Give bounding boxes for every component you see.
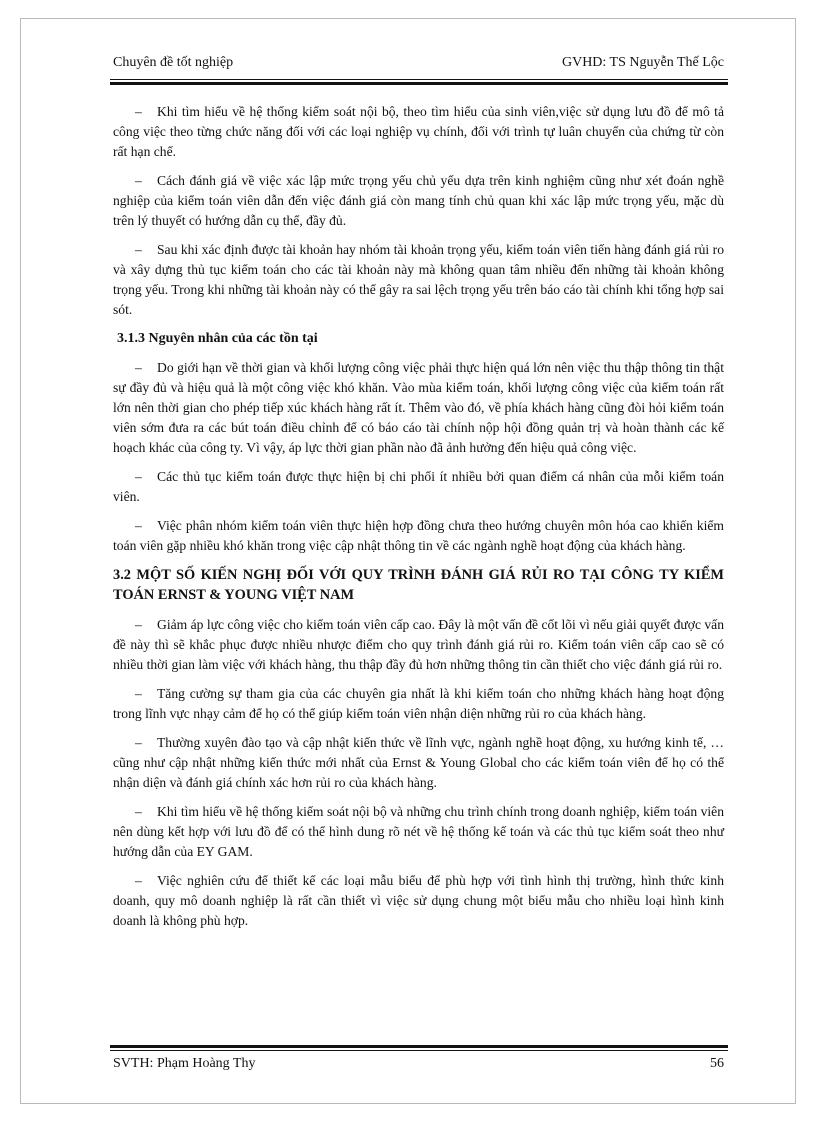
dash-bullet: – (135, 173, 142, 188)
paragraph: – Do giới hạn về thời gian và khối lượng công việc phải thực hiện quá lớn nên việc thu thập thông tin thật sự đầy đủ và hiệu quả là một công việc khó khăn. Vào mùa kiểm toán, khối lượng công việc của kiểm toán rất lớn nên thời gian cho phép tiếp xúc khách hàng rất ít. Thêm vào đó, về phía khách hàng cũng đòi hỏi kiểm toán viên sớm đưa ra các bút toán điều chỉnh để có báo cáo tài chính nộp hội đồng quản trị và hoàn thành các kế hoạch khác của công ty. Vì vậy, áp lực thời gian phần nào đã ảnh hưởng đến hiệu quả công việc. (113, 360, 724, 455)
page-footer (113, 1056, 724, 1078)
header-course-title: Chuyên đề tốt nghiệp (113, 55, 234, 70)
dash-bullet: – (135, 242, 142, 257)
page-number: 56 (710, 1056, 724, 1071)
page-body (113, 102, 724, 940)
paragraph: – Khi tìm hiểu về hệ thống kiểm soát nội bộ và những chu trình chính trong doanh nghiệp, kiểm toán viên nên dùng kết hợp với lưu đồ để có thể hình dung rõ nét về hệ thống kế toán và các thủ tục kiểm soát theo như hướng dẫn của EY GAM. (113, 804, 724, 859)
dash-bullet: – (135, 469, 142, 484)
header-rule-thin (110, 79, 728, 80)
dash-bullet: – (135, 360, 142, 375)
paragraph: – Tăng cường sự tham gia của các chuyên gia nhất là khi kiểm toán cho những khách hàng hoạt động trong lĩnh vực nhạy cảm để họ có thể giúp kiểm toán viên nhận diện những rủi ro của khách hàng. (113, 686, 724, 721)
paragraph: – Thường xuyên đào tạo và cập nhật kiến thức về lĩnh vực, ngành nghề hoạt động, xu hướng kinh tế, … cũng như cập nhật những kiến thức mới nhất của Ernst & Young Global cho các kiểm toán viên để họ có thể nhận diện và đánh giá chính xác hơn rủi ro của khách hàng. (113, 735, 724, 790)
paragraph: – Các thủ tục kiểm toán được thực hiện bị chi phối ít nhiều bởi quan điểm cá nhân của mỗi kiểm toán viên. (113, 469, 724, 504)
dash-bullet: – (135, 735, 142, 750)
dash-bullet: – (135, 686, 142, 701)
subheading-3-1-3: 3.1.3 Nguyên nhân của các tồn tại (117, 331, 318, 346)
paragraph: – Khi tìm hiểu về hệ thống kiểm soát nội bộ, theo tìm hiểu của sinh viên,việc sử dụng lưu đồ để mô tả công việc theo từng chức năng đối với các loại nghiệp vụ chính, đối với trình tự luân chuyển của chứng từ còn rất hạn chế. (113, 104, 724, 159)
dash-bullet: – (135, 518, 142, 533)
dash-bullet: – (135, 873, 142, 888)
paragraph: – Việc nghiên cứu để thiết kế các loại mẫu biểu để phù hợp với tình hình thị trường, hình thức kinh doanh, quy mô doanh nghiệp là rất cần thiết vì việc sử dụng chung một biểu mẫu cho nhiều loại hình kinh doanh là không phù hợp. (113, 873, 724, 928)
dash-bullet: – (135, 104, 142, 119)
header-advisor: GVHD: TS Nguyễn Thế Lộc (561, 55, 724, 70)
paragraph: – Sau khi xác định được tài khoản hay nhóm tài khoản trọng yếu, kiểm toán viên tiến hàng đánh giá rủi ro và xây dựng thủ tục kiểm toán cho các tài khoản này mà không quan tâm nhiều đến những tài khoản không trọng yếu. Trong khi những tài khoản này có thể gây ra sai lệch trọng yếu trên báo cáo tài chính khi tổng hợp sai sót. (113, 242, 724, 317)
footer-rule-thin (110, 1050, 728, 1051)
footer-student: SVTH: Phạm Hoàng Thy (113, 1056, 256, 1071)
dash-bullet: – (135, 804, 142, 819)
paragraph: – Cách đánh giá về việc xác lập mức trọng yếu chủ yếu dựa trên kinh nghiệm cũng như xét đoán nghề nghiệp của kiểm toán viên dẫn đến việc đánh giá còn mang tính chủ quan khi xác lập mức trọng yếu, mặc dù trên lý thuyết có hướng dẫn cụ thể, đầy đủ. (113, 173, 724, 228)
paragraph: – Giảm áp lực công việc cho kiểm toán viên cấp cao. Đây là một vấn đề cốt lõi vì nếu giải quyết được vấn đề này thì sẽ khắc phục được nhiều nhược điểm cho quy trình đánh giá rủi ro. Kiểm toán viên cấp cao sẽ có nhiều thời gian làm việc với khách hàng, thu thập đầy đủ hơn những thông tin cần thiết cho việc đánh giá rủi ro. (113, 617, 725, 672)
dash-bullet: – (135, 617, 142, 632)
section-heading-3-2: 3.2 MỘT SỐ KIẾN NGHỊ ĐỐI VỚI QUY TRÌNH ĐÁNH GIÁ RỦI RO TẠI CÔNG TY KIỂM TOÁN ERNST & YOUNG VIỆT NAM (113, 567, 724, 603)
page-header (113, 55, 724, 77)
footer-rule-thick (110, 1045, 728, 1048)
paragraph: – Việc phân nhóm kiểm toán viên thực hiện hợp đồng chưa theo hướng chuyên môn hóa cao khiến kiểm toán viên gặp nhiều khó khăn trong việc cập nhật thông tin về các ngành nghề hoạt động của khách hàng. (113, 518, 724, 553)
header-rule-thick (110, 82, 728, 85)
